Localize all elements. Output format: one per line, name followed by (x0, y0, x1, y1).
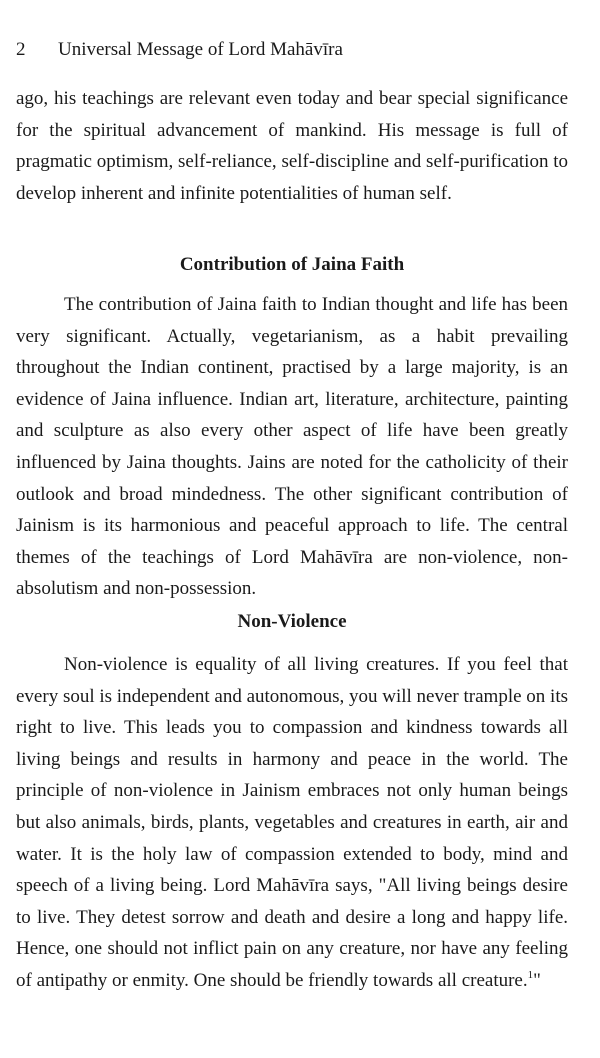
page-number: 2 (16, 39, 26, 60)
closing-quote: " (533, 969, 541, 991)
paragraph-non-violence-text: Non-violence is equality of all living creatures. If you feel that every soul is independent and autonomous, you will never trample on its right to live. This leads you to compassion and kindness towards all living beings and results in harmony and peace in the world. The principle of non-violence in Jainism embraces not only human beings but also animals, birds, plants, vegetables and creatures in earth, air and water. It is the holy law of compassion extended to body, mind and speech of a living being. Lord Mahāvīra says, "All living beings desire to live. They detest sorrow and death and desire a long and happy life. Hence, one should not inflict pain on any creature, nor have any feeling of antipathy or enmity. One should be friendly towards all creature. (16, 654, 568, 991)
book-title: Universal Message of Lord Mahāvīra (58, 39, 343, 60)
footnote-marker: 1 (527, 968, 534, 981)
running-header (16, 38, 343, 62)
section-heading-contribution: Contribution of Jaina Faith (179, 254, 405, 275)
section-heading-non-violence: Non-Violence (237, 611, 347, 632)
paragraph-continuation: ago, his teachings are relevant even today and bear special significance for the spiritual advancement of mankind. His message is full of pragmatic optimism, self-reliance, self-discipline and self-purification to develop inherent and infinite potentialities of human self. (16, 88, 568, 204)
paragraph-non-violence (16, 649, 568, 997)
paragraph-contribution: The contribution of Jaina faith to Indian thought and life has been very significant. Actually, vegetarianism, as a habit prevailing throughout the Indian continent, practised by a large majority, is an evidence of Jaina influence. Indian art, literature, architecture, painting and sculpture as also every other aspect of life have been greatly influenced by Jaina thoughts. Jains are noted for the catholicity of their outlook and broad mindedness. The other significant contribution of Jainism is its harmonious and peaceful approach to life. The central themes of the teachings of Lord Mahāvīra are non-violence, non-absolutism and non-possession. (16, 294, 568, 600)
